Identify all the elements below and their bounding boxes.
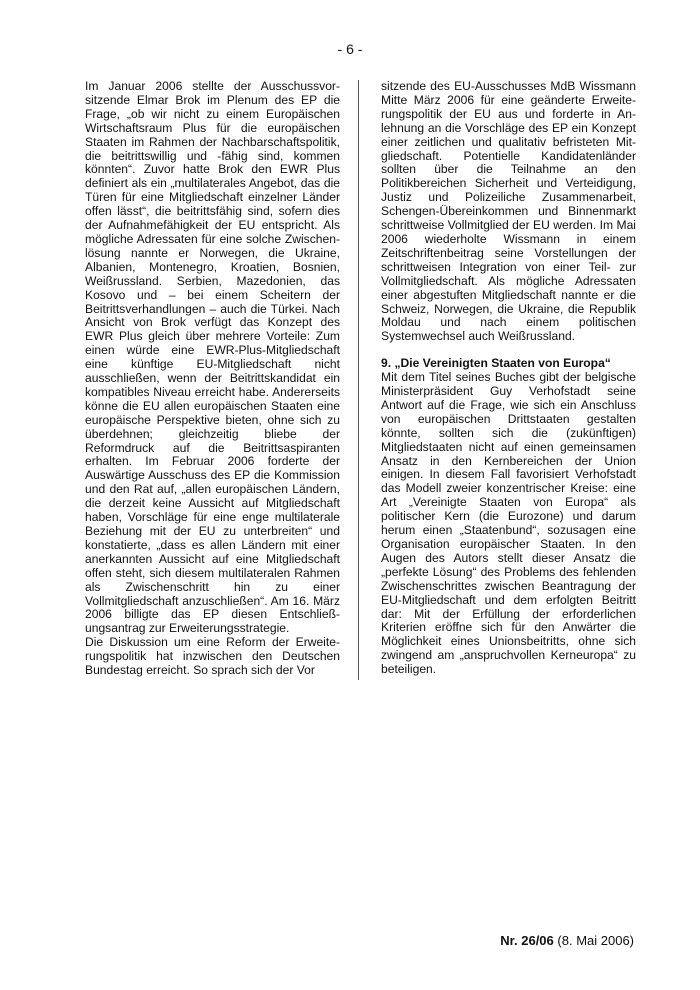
paragraph-wissmann: sitzende des EU-Ausschusses MdB Wissmann Mitte März 2006 für eine geänderte Erweiterungspolitik der EU aus und forderte in Anlehnung an die Vorschläge des EP ein Konzept einer zeitlichen und qualitativ befristeten Mitgliedschaft. Potentielle Kandidatenländer sollten über die Teilnahme an den Politikbereichen Sicherheit und Verteidigung, Justiz und Polizeiliche Zusammenarbeit, Schengen-Übereinkommen und Binnenmarkt schrittweise Vollmitglied der EU werden. Im Mai 2006 wiederholte Wissmann in einem Zeitschriftenbeitrag seine Vorstellungen der schrittweisen Integration von einer Teil- zur Vollmitgliedschaft. Als mögliche Adressaten einer abgestuften Mitgliedschaft nannte er die Schweiz, Norwegen, die Ukraine, die Republik Moldau und nach einem politischen Systemwechsel auch Weißrussland. bbox=[381, 79, 636, 344]
section-heading: 9. „Die Vereinigten Staaten von Europa“ bbox=[381, 356, 611, 371]
footer bbox=[500, 933, 634, 948]
right-column bbox=[381, 80, 636, 677]
left-column bbox=[85, 80, 340, 678]
issue-number: Nr. 26/06 bbox=[500, 933, 554, 948]
paragraph-bundestag: Die Diskussion um eine Reform der Erweiterungspolitik hat inzwischen den Deutschen Bundestag erreicht. So sprach sich der Vor bbox=[85, 635, 340, 678]
paragraph-ewr-plus: Im Januar 2006 stellte der Ausschussvorsitzende Elmar Brok im Plenum des EP die Frage, „ob wir nicht zu einem Europäischen Wirtschaftsraum Plus für die europäischen Staaten im Rahmen der Nachbarschaftspolitik, die beitrittswillig und -fähig sind, kommen könnten“. Zuvor hatte Brok den EWR Plus definiert als ein „multilaterales Angebot, das die Türen für eine Mitgliedschaft einzelner Länder offen lässt“, die beitrittsfähig sind, sofern dies der Aufnahmefähigkeit der EU entspricht. Als mögliche Adressaten für eine solche Zwischenlösung nannte er Norwegen, die Ukraine, Albanien, Montenegro, Kroatien, Bosnien, Weißrussland. Serbien, Mazedonien, das Kosovo und – bei einem Scheitern der Beitrittsverhandlungen – auch die Türkei. Nach Ansicht von Brok verfügt das Konzept des EWR Plus gleich über mehrere Vorteile: Zum einen würde eine EWR-Plus-Mitgliedschaft eine künftige EU-Mitgliedschaft nicht ausschließen, wenn der Beitrittskandidat ein kompatibles Niveau erreicht habe. Andererseits könne die EU allen europäischen Staaten eine europäische Perspektive bieten, ohne sich zu überdehnen; gleichzeitig bliebe der Reformdruck auf die Beitrittsaspiranten erhalten. Im Februar 2006 forderte der Auswärtige Ausschuss des EP die Kommission und den Rat auf, „allen europäischen Ländern, die derzeit keine Aussicht auf Mitgliedschaft haben, Vorschläge für eine enge multilaterale Beziehung mit der EU zu unterbreiten“ und konstatierte, „dass es allen Ländern mit einer anerkannten Aussicht auf eine Mitgliedschaft offen steht, sich diesem multilateralen Rahmen als Zwischenschritt hin zu einer Vollmitgliedschaft anzuschließen“. Am 16. März 2006 billigte das EP diesen Entschließungsantrag zur Erweiterungsstrategie. bbox=[85, 79, 340, 636]
page-number: - 6 - bbox=[337, 41, 363, 57]
column-divider bbox=[358, 80, 359, 680]
paragraph-verhofstadt: Mit dem Titel seines Buches gibt der belgische Ministerpräsident Guy Verhofstadt seine Antwort auf die Frage, wie sich ein Anschluss von europäischen Drittstaaten gestalten könnte, sollten sich die (zukünftigen) Mitgliedstaaten nicht auf einen gemeinsamen Ansatz in den Kernbereichen der Union einigen. In diesem Fall favorisiert Verhofstadt das Modell zweier konzentrischer Kreise: eine Art „Vereinigte Staaten von Europa“ als politischer Kern (die Eurozone) und darum herum einen „Staatenbund“, sozusagen eine Organisation europäischer Staaten. In den Augen des Autors stellt dieser Ansatz die „perfekte Lösung“ des Problems des fehlenden Zwischenschrittes zwischen Beantragung der EU-Mitgliedschaft und dem erfolgten Beitritt dar: Mit der Erfüllung der erforderlichen Kriterien eröffne sich für den Anwärter die Möglichkeit eines Unionsbeitritts, ohne sich zwingend am „anspruchvollen Kerneuropa“ zu beteiligen. bbox=[381, 370, 636, 677]
issue-date: (8. Mai 2006) bbox=[557, 933, 634, 948]
